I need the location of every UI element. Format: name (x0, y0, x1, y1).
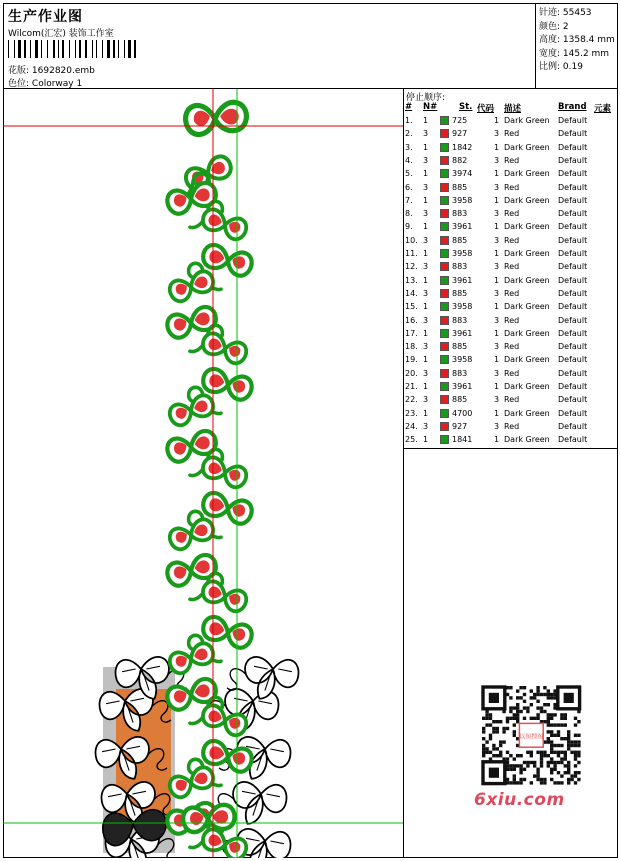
qr-stamp-text: 以图搜图 (519, 733, 544, 741)
row-stitches: 927 (452, 421, 468, 431)
row-needle: 1 (423, 116, 429, 125)
color-swatch (440, 369, 449, 378)
row-needle: 1 (423, 195, 429, 205)
row-needle: 3 (423, 342, 429, 352)
stat-row (539, 19, 569, 32)
row-description: Red (504, 288, 520, 298)
row-description: Dark Green (504, 142, 550, 152)
row-code: 1 (494, 275, 500, 285)
table-row (404, 182, 618, 195)
row-index: 14. (405, 288, 418, 298)
table-row (404, 275, 618, 288)
stat-label: 针迹: (539, 8, 561, 18)
row-stitches: 3958 (452, 195, 473, 205)
row-brand: Default (558, 182, 588, 192)
row-brand: Default (558, 116, 588, 125)
row-needle: 3 (423, 155, 429, 165)
stat-row (539, 59, 583, 72)
row-index: 22. (405, 395, 418, 405)
row-stitches: 725 (452, 116, 468, 125)
row-code: 1 (494, 328, 500, 338)
row-index: 20. (405, 368, 418, 378)
row-code: 3 (494, 395, 500, 405)
row-brand: Default (558, 435, 588, 445)
color-swatch (440, 262, 449, 271)
row-brand: Default (558, 235, 588, 245)
row-index: 19. (405, 355, 418, 365)
row-stitches: 927 (452, 129, 468, 139)
row-description: Red (504, 129, 520, 139)
color-swatch (440, 302, 449, 311)
row-brand: Default (558, 249, 588, 258)
row-description: Red (504, 235, 520, 245)
row-index: 18. (405, 342, 418, 352)
row-description: Dark Green (504, 222, 550, 232)
row-code: 3 (494, 182, 500, 192)
row-needle: 3 (423, 395, 429, 405)
row-description: Dark Green (504, 408, 550, 418)
table-row (404, 195, 618, 208)
row-stitches: 3961 (452, 382, 473, 391)
color-swatch (440, 316, 449, 325)
row-stitches: 883 (452, 368, 468, 378)
color-swatch (440, 169, 449, 178)
row-description: Red (504, 262, 520, 272)
color-swatch (440, 395, 449, 404)
row-stitches: 883 (452, 209, 468, 219)
vine-leaf (200, 455, 249, 489)
color-swatch (440, 435, 449, 444)
row-code: 1 (494, 408, 500, 418)
table-row (404, 235, 618, 248)
embroidery-preview (3, 89, 404, 858)
row-index: 8. (405, 209, 413, 219)
col-header-needle: N# (423, 102, 438, 112)
row-stitches: 885 (452, 395, 468, 405)
color-swatch (440, 342, 449, 351)
col-header-stitches: St. (459, 102, 473, 112)
row-description: Dark Green (504, 328, 550, 338)
color-swatch (440, 129, 449, 138)
row-index: 16. (405, 315, 418, 325)
color-swatch (440, 116, 449, 125)
table-row (404, 301, 618, 314)
row-index: 5. (405, 169, 413, 179)
table-row (404, 142, 618, 155)
design-value: 1692820.emb (31, 66, 95, 76)
row-description: Red (504, 342, 520, 352)
row-code: 1 (494, 195, 500, 205)
row-brand: Default (558, 222, 588, 232)
row-brand: Default (558, 288, 588, 298)
row-needle: 1 (423, 355, 429, 365)
row-code: 3 (494, 368, 500, 378)
row-description: Dark Green (504, 302, 550, 312)
row-brand: Default (558, 142, 588, 152)
stat-row (539, 32, 615, 45)
row-brand: Default (558, 302, 588, 312)
color-swatch (440, 196, 449, 205)
row-brand: Default (558, 328, 588, 338)
table-row (404, 381, 618, 394)
vine-leaf (200, 579, 249, 613)
row-code: 1 (494, 116, 500, 125)
stat-row (539, 5, 592, 18)
table-row (404, 221, 618, 234)
color-swatch (440, 409, 449, 418)
row-code: 1 (494, 142, 500, 152)
row-needle: 3 (423, 182, 429, 192)
row-code: 3 (494, 262, 500, 272)
table-row (404, 394, 618, 407)
table-row (404, 155, 618, 168)
row-stitches: 1841 (452, 435, 473, 445)
row-description: Red (504, 395, 520, 405)
row-code: 1 (494, 302, 500, 312)
table-row (404, 288, 618, 301)
barcode (8, 40, 140, 58)
row-description: Dark Green (504, 382, 550, 391)
row-brand: Default (558, 195, 588, 205)
row-description: Red (504, 209, 520, 219)
row-brand: Default (558, 262, 588, 272)
row-index: 4. (405, 155, 413, 165)
embroidery-pattern (3, 89, 404, 858)
vine-leaf (167, 393, 216, 427)
row-needle: 3 (423, 129, 429, 139)
color-swatch (440, 422, 449, 431)
row-index: 24. (405, 421, 418, 431)
row-description: Dark Green (504, 169, 550, 179)
row-code: 3 (494, 235, 500, 245)
color-swatch (440, 355, 449, 364)
color-swatch (440, 143, 449, 152)
row-needle: 3 (423, 421, 429, 431)
row-stitches: 883 (452, 262, 468, 272)
row-stitches: 883 (452, 315, 468, 325)
row-index: 12. (405, 262, 418, 272)
row-index: 17. (405, 328, 418, 338)
row-brand: Default (558, 355, 588, 365)
table-row (404, 315, 618, 328)
colorway-value: Colorway 1 (31, 79, 83, 89)
row-brand: Default (558, 129, 588, 139)
stat-row (539, 46, 609, 59)
row-code: 3 (494, 421, 500, 431)
row-stitches: 3961 (452, 275, 473, 285)
row-needle: 1 (423, 302, 429, 312)
stat-value: 2 (560, 21, 569, 32)
row-needle: 1 (423, 249, 429, 258)
row-needle: 3 (423, 288, 429, 298)
colorway (8, 76, 82, 89)
row-stitches: 882 (452, 155, 468, 165)
row-description: Red (504, 182, 520, 192)
table-row (404, 208, 618, 221)
design-label: 花版: (8, 66, 30, 76)
row-code: 1 (494, 355, 500, 365)
row-index: 15. (405, 302, 418, 312)
table-row (404, 328, 618, 341)
color-swatch (440, 249, 449, 258)
row-description: Red (504, 421, 520, 431)
stat-label: 宽度: (539, 48, 561, 59)
vine-leaf (167, 641, 216, 675)
row-code: 3 (494, 288, 500, 298)
row-index: 23. (405, 408, 418, 418)
table-row (404, 248, 618, 261)
color-swatch (440, 329, 449, 338)
row-stitches: 885 (452, 342, 468, 352)
row-index: 3. (405, 142, 413, 152)
row-index: 25. (405, 435, 418, 445)
row-brand: Default (558, 275, 588, 285)
row-stitches: 3958 (452, 302, 473, 312)
row-code: 3 (494, 129, 500, 139)
row-stitches: 4700 (452, 408, 473, 418)
stat-label: 比例: (539, 62, 561, 72)
company-name: Wilcom(汇宏) 装饰工作室 (8, 29, 114, 39)
row-needle: 1 (423, 408, 429, 418)
row-index: 1. (405, 116, 413, 125)
color-swatch (440, 222, 449, 231)
row-needle: 3 (423, 262, 429, 272)
color-swatch (440, 209, 449, 218)
row-index: 21. (405, 382, 418, 391)
vine-leaf (167, 269, 216, 303)
row-needle: 1 (423, 382, 429, 391)
row-needle: 3 (423, 209, 429, 219)
vine-leaf (200, 207, 249, 241)
table-row (404, 368, 618, 381)
row-code: 3 (494, 342, 500, 352)
watermark-text: 6xiu.com (474, 790, 565, 810)
stat-value: 1358.4 mm (560, 35, 615, 45)
row-code: 1 (494, 249, 500, 258)
row-stitches: 3974 (452, 169, 473, 179)
color-swatch (440, 289, 449, 298)
stat-value: 0.19 (560, 62, 583, 72)
col-header-index: # (405, 102, 413, 112)
stat-label: 颜色: (539, 21, 561, 32)
col-header-brand: Brand (558, 102, 587, 112)
color-swatch (440, 183, 449, 192)
row-stitches: 885 (452, 288, 468, 298)
color-swatch (440, 236, 449, 245)
row-code: 1 (494, 169, 500, 179)
row-description: Dark Green (504, 435, 550, 445)
row-code: 1 (494, 435, 500, 445)
row-needle: 1 (423, 222, 429, 232)
sheet-header (3, 3, 536, 89)
row-description: Dark Green (504, 116, 550, 125)
row-needle: 1 (423, 328, 429, 338)
row-brand: Default (558, 209, 588, 219)
row-index: 2. (405, 129, 413, 139)
row-needle: 1 (423, 275, 429, 285)
table-row (404, 354, 618, 367)
row-brand: Default (558, 395, 588, 405)
qr-code-icon (470, 680, 588, 790)
color-swatch (440, 156, 449, 165)
table-row (404, 434, 618, 447)
stop-sequence-panel (404, 89, 618, 449)
col-header-element: 元素 (594, 104, 612, 114)
row-code: 1 (494, 382, 500, 391)
row-brand: Default (558, 155, 588, 165)
row-brand: Default (558, 342, 588, 352)
row-description: Dark Green (504, 195, 550, 205)
table-row (404, 128, 618, 141)
row-stitches: 3958 (452, 355, 473, 365)
row-description: Red (504, 315, 520, 325)
row-description: Dark Green (504, 275, 550, 285)
row-index: 13. (405, 275, 418, 285)
table-row (404, 261, 618, 274)
stat-value: 145.2 mm (560, 48, 610, 59)
row-code: 3 (494, 209, 500, 219)
row-stitches: 3961 (452, 222, 473, 232)
page-title: 生产作业图 (8, 9, 83, 25)
row-stitches: 3958 (452, 249, 473, 258)
col-header-code: 代码 (477, 104, 495, 114)
row-brand: Default (558, 382, 588, 391)
row-stitches: 3961 (452, 328, 473, 338)
row-needle: 3 (423, 315, 429, 325)
row-description: Red (504, 368, 520, 378)
row-index: 9. (405, 222, 413, 232)
row-code: 3 (494, 315, 500, 325)
row-brand: Default (558, 368, 588, 378)
row-brand: Default (558, 421, 588, 431)
row-index: 6. (405, 182, 413, 192)
row-description: Dark Green (504, 355, 550, 365)
row-description: Red (504, 155, 520, 165)
row-index: 11. (405, 249, 418, 258)
stop-sequence-title: 停止顺序: (406, 93, 446, 103)
row-code: 1 (494, 222, 500, 232)
row-brand: Default (558, 169, 588, 179)
design-file (8, 63, 95, 76)
vine-leaf (167, 517, 216, 551)
row-index: 7. (405, 195, 413, 205)
vine-leaf (200, 331, 249, 365)
row-needle: 1 (423, 169, 429, 179)
row-needle: 3 (423, 368, 429, 378)
row-brand: Default (558, 315, 588, 325)
row-stitches: 1842 (452, 142, 473, 152)
table-row (404, 168, 618, 181)
color-swatch (440, 276, 449, 285)
table-row (404, 341, 618, 354)
table-row (404, 408, 618, 421)
colorway-label: 色位: (8, 79, 30, 89)
table-row (404, 115, 618, 128)
row-needle: 3 (423, 235, 429, 245)
table-row (404, 421, 618, 434)
row-brand: Default (558, 408, 588, 418)
stat-value: 55453 (560, 8, 592, 18)
row-stitches: 885 (452, 235, 468, 245)
row-description: Dark Green (504, 249, 550, 258)
color-swatch (440, 382, 449, 391)
row-index: 10. (405, 235, 418, 245)
row-code: 3 (494, 155, 500, 165)
col-header-description: 描述 (504, 104, 522, 114)
design-stats (536, 3, 618, 89)
row-needle: 1 (423, 142, 429, 152)
stat-label: 高度: (539, 35, 561, 45)
row-stitches: 885 (452, 182, 468, 192)
row-needle: 1 (423, 435, 429, 445)
